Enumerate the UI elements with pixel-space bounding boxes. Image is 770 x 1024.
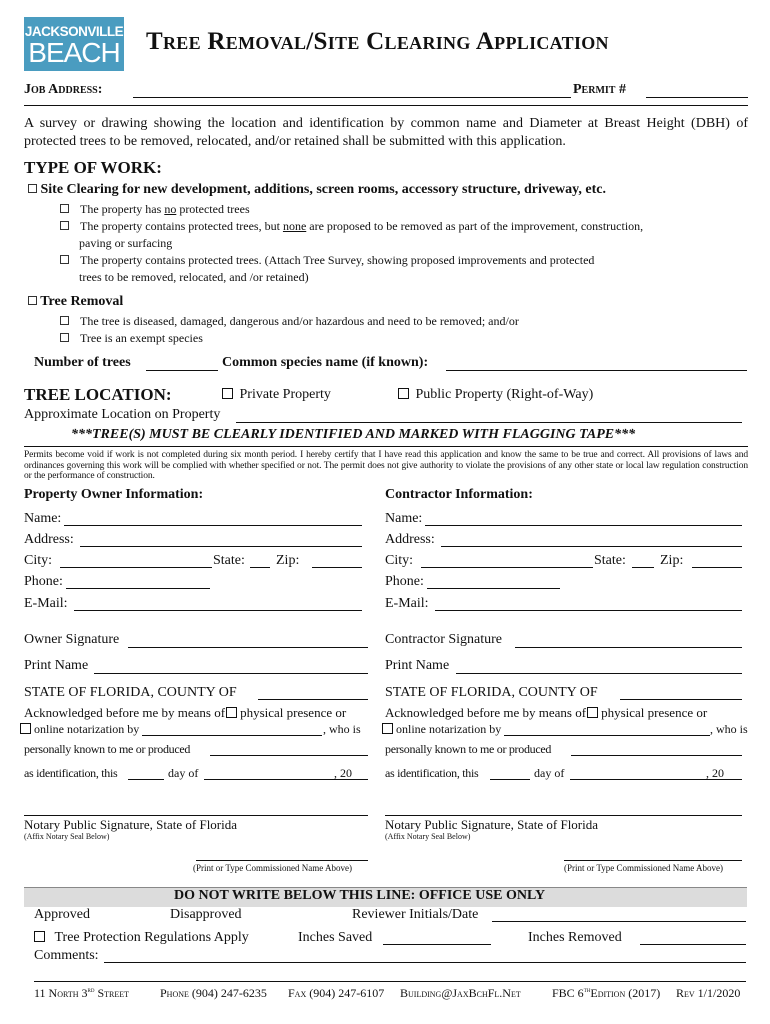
public-property-option[interactable]: Public Property (Right-of-Way) <box>398 387 593 403</box>
site-clearing-option[interactable] <box>28 182 606 198</box>
footer-revision: Rev 1/1/2020 <box>676 986 741 1000</box>
inches-saved-field[interactable] <box>383 944 491 945</box>
number-of-trees-label: Number of trees <box>34 355 131 370</box>
inches-removed-label: Inches Removed <box>528 930 622 945</box>
site-clearing-suboption-3-line2: trees to be removed, relocated, and /or retained) <box>79 270 309 284</box>
owner-address-label: Address: <box>24 532 74 547</box>
owner-notary-state-county: STATE OF FLORIDA, COUNTY OF <box>24 685 237 700</box>
contractor-name-label: Name: <box>385 511 423 526</box>
owner-print-name-label: Print Name <box>24 658 89 673</box>
contractor-year-field[interactable] <box>706 779 742 780</box>
owner-day-field[interactable] <box>128 779 164 780</box>
owner-known-label: personally known to me or produced <box>24 742 191 756</box>
approx-location-field[interactable] <box>236 422 742 423</box>
contractor-zip-label: Zip: <box>660 553 684 568</box>
physical-presence-checkbox[interactable] <box>587 707 598 718</box>
divider <box>24 446 748 447</box>
contractor-commissioned-name-label: (Print or Type Commissioned Name Above) <box>564 863 723 873</box>
type-of-work-heading: TYPE OF WORK: <box>24 158 162 177</box>
comments-label: Comments: <box>34 948 99 963</box>
tree-removal-suboption-1[interactable]: The tree is diseased, damaged, dangerous and/or hazardous and need to be removed; and/or <box>60 314 519 329</box>
owner-heading: Property Owner Information: <box>24 487 204 502</box>
contractor-address-field[interactable] <box>441 546 742 547</box>
contractor-city-label: City: <box>385 553 414 568</box>
reviewer-field[interactable] <box>492 921 746 922</box>
owner-print-name-field[interactable] <box>94 673 368 674</box>
contractor-known-label: personally known to me or produced <box>385 742 552 756</box>
physical-presence-checkbox[interactable] <box>226 707 237 718</box>
owner-month-field[interactable] <box>204 779 334 780</box>
site-clearing-suboption-2-line2: paving or surfacing <box>79 236 173 250</box>
office-use-heading: DO NOT WRITE BELOW THIS LINE: OFFICE USE ONLY <box>174 888 546 903</box>
owner-notary-seal-label: (Affix Notary Seal Below) <box>24 832 110 841</box>
owner-year-label: , 20 <box>334 766 352 780</box>
tree-removal-option[interactable] <box>28 294 123 310</box>
contractor-state-label: State: <box>594 553 626 568</box>
contractor-id-produced-field[interactable] <box>571 755 742 756</box>
logo-line-2: BEACH <box>28 37 120 68</box>
owner-ack-line: Acknowledged before me by means of physical presence or <box>24 705 347 720</box>
contractor-zip-field[interactable] <box>692 567 742 568</box>
contractor-heading: Contractor Information: <box>385 487 533 502</box>
approved-label: Approved <box>34 907 90 922</box>
footer-phone: Phone (904) 247-6235 <box>160 986 267 1000</box>
header-divider <box>24 105 748 106</box>
logo-line-1: JACKSONVILLE <box>24 24 124 39</box>
contractor-print-name-field[interactable] <box>456 673 742 674</box>
contractor-email-label: E-Mail: <box>385 596 429 611</box>
contractor-signature-label: Contractor Signature <box>385 632 503 647</box>
approx-location-label: Approximate Location on Property <box>24 407 221 422</box>
owner-year-field[interactable] <box>334 779 368 780</box>
owner-state-field[interactable] <box>250 567 270 568</box>
owner-city-field[interactable] <box>60 567 212 568</box>
checkbox[interactable] <box>60 255 69 264</box>
contractor-online-line: online notarization by <box>382 722 501 737</box>
owner-zip-label: Zip: <box>276 553 300 568</box>
tree-removal-checkbox[interactable] <box>28 296 37 305</box>
contractor-notary-seal-label: (Affix Notary Seal Below) <box>385 832 471 841</box>
contractor-email-field[interactable] <box>435 610 742 611</box>
contractor-year-label: , 20 <box>706 766 724 780</box>
page-title: Tree Removal/Site Clearing Application <box>146 28 609 55</box>
inches-removed-field[interactable] <box>640 944 746 945</box>
contractor-commissioned-name-line[interactable] <box>564 860 742 861</box>
owner-commissioned-name-line[interactable] <box>196 860 368 861</box>
species-field[interactable] <box>446 370 747 371</box>
owner-phone-label: Phone: <box>24 574 63 589</box>
owner-day-of-label: day of <box>168 766 199 780</box>
owner-as-id-label: as identification, this <box>24 766 118 780</box>
contractor-county-field[interactable] <box>620 699 742 700</box>
checkbox[interactable] <box>60 221 69 230</box>
certification-text: Permits become void if work is not completed during six month period. I hereby certify that I have read this application and know the same to be true and correct. All provisions of laws and ordinances governing this work will be complied with whether specified or not. The permit does not give authority to violate the provisions of any other state or local law regulation construction or the performance of construction. <box>24 450 748 481</box>
owner-email-label: E-Mail: <box>24 596 68 611</box>
footer-email[interactable]: Building@JaxBchFl.Net <box>400 986 521 1000</box>
owner-signature-field[interactable] <box>128 647 368 648</box>
owner-state-label: State: <box>213 553 245 568</box>
inches-saved-label: Inches Saved <box>298 930 373 945</box>
contractor-phone-field[interactable] <box>427 588 560 589</box>
footer-address: 11 North 3rd Street <box>34 986 130 1000</box>
contractor-notary-signature-line[interactable] <box>385 815 742 816</box>
flagging-notice: ***TREE(S) MUST BE CLEARLY IDENTIFIED AND MARKED WITH FLAGGING TAPE*** <box>71 427 636 442</box>
contractor-as-id-label: as identification, this <box>385 766 479 780</box>
owner-email-field[interactable] <box>74 610 362 611</box>
owner-county-field[interactable] <box>258 699 368 700</box>
contractor-day-field[interactable] <box>490 779 530 780</box>
site-clearing-suboption-2[interactable]: The property contains protected trees, but none are proposed to be removed as part of the improvement, construction, <box>60 219 643 234</box>
contractor-print-name-label: Print Name <box>385 658 450 673</box>
online-notarization-checkbox[interactable] <box>20 723 31 734</box>
public-property-checkbox[interactable] <box>398 388 409 399</box>
owner-phone-field[interactable] <box>66 588 210 589</box>
job-address-field[interactable] <box>133 97 571 98</box>
contractor-online-name-field[interactable] <box>504 735 710 736</box>
owner-city-label: City: <box>24 553 53 568</box>
contractor-phone-label: Phone: <box>385 574 424 589</box>
owner-name-label: Name: <box>24 511 62 526</box>
owner-commissioned-name-label: (Print or Type Commissioned Name Above) <box>193 863 352 873</box>
tpr-option[interactable]: Tree Protection Regulations Apply <box>34 930 249 946</box>
contractor-who-is: , who is <box>710 722 748 736</box>
owner-notary-sig-label: Notary Public Signature, State of Florida <box>24 817 238 832</box>
tree-removal-label: Tree Removal <box>40 294 124 309</box>
job-address-label: Job Address: <box>24 82 103 97</box>
owner-online-line: online notarization by <box>20 722 139 737</box>
owner-address-field[interactable] <box>80 546 362 547</box>
contractor-city-field[interactable] <box>421 567 593 568</box>
intro-paragraph: A survey or drawing showing the location and identification by common name and Diameter at Breast Height (DBH) of protected trees to be removed, relocated, and/or retained shall be submitted with this application. <box>24 116 748 149</box>
number-of-trees-field[interactable] <box>146 370 218 371</box>
contractor-notary-sig-label: Notary Public Signature, State of Florida <box>385 817 599 832</box>
jax-beach-logo <box>24 17 124 71</box>
site-clearing-checkbox[interactable] <box>28 184 37 193</box>
contractor-notary-state-county: STATE OF FLORIDA, COUNTY OF <box>385 685 598 700</box>
private-property-checkbox[interactable] <box>222 388 233 399</box>
online-notarization-checkbox[interactable] <box>382 723 393 734</box>
owner-id-produced-field[interactable] <box>210 755 368 756</box>
contractor-ack-line: Acknowledged before me by means of physical presence or <box>385 705 708 720</box>
site-clearing-label: Site Clearing for new development, additions, screen rooms, accessory structure, driveway, etc. <box>40 182 606 197</box>
checkbox[interactable] <box>60 204 69 213</box>
owner-who-is: , who is <box>323 722 361 736</box>
owner-zip-field[interactable] <box>312 567 362 568</box>
owner-signature-label: Owner Signature <box>24 632 120 647</box>
tpr-checkbox[interactable] <box>34 931 45 942</box>
reviewer-label: Reviewer Initials/Date <box>352 907 479 922</box>
site-clearing-suboption-3[interactable]: The property contains protected trees. (Attach Tree Survey, showing proposed improvements and protected <box>60 253 594 268</box>
site-clearing-suboption-1[interactable]: The property has no protected trees <box>60 202 250 217</box>
permit-label: Permit # <box>573 82 626 97</box>
checkbox[interactable] <box>60 316 69 325</box>
owner-notary-signature-line[interactable] <box>24 815 368 816</box>
disapproved-label: Disapproved <box>170 907 242 922</box>
owner-name-field[interactable] <box>64 525 362 526</box>
tree-location-heading: TREE LOCATION: <box>24 385 172 404</box>
checkbox[interactable] <box>60 333 69 342</box>
permit-field[interactable] <box>646 97 748 98</box>
contractor-address-label: Address: <box>385 532 435 547</box>
comments-field-2[interactable] <box>34 981 746 982</box>
contractor-month-field[interactable] <box>570 779 706 780</box>
comments-field-1[interactable] <box>104 962 746 963</box>
footer-code-edition: FBC 6thEdition (2017) <box>552 986 661 1000</box>
tree-removal-suboption-2[interactable]: Tree is an exempt species <box>60 331 203 346</box>
contractor-day-of-label: day of <box>534 766 565 780</box>
footer-fax: Fax (904) 247-6107 <box>288 986 385 1000</box>
private-property-option[interactable]: Private Property <box>222 387 331 403</box>
contractor-signature-field[interactable] <box>515 647 742 648</box>
contractor-state-field[interactable] <box>632 567 654 568</box>
owner-online-name-field[interactable] <box>142 735 322 736</box>
species-label: Common species name (if known): <box>222 355 429 370</box>
contractor-name-field[interactable] <box>425 525 742 526</box>
